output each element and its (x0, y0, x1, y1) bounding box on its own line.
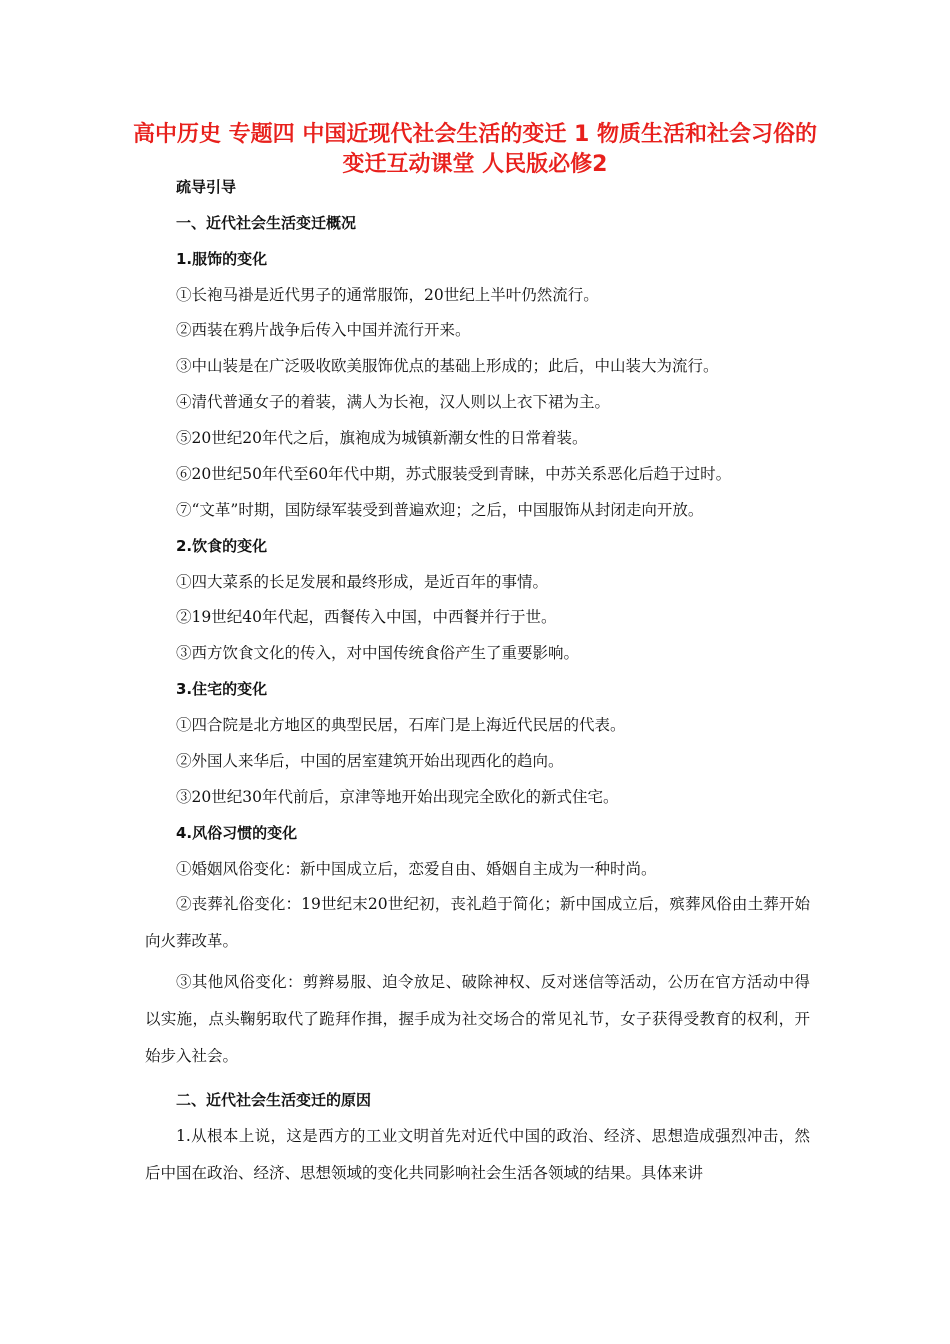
clothing-item: ④清代普通女子的着装，满人为长袍，汉人则以上衣下裙为主。 (176, 393, 611, 411)
customs-heading: 4.风俗习惯的变化 (176, 824, 298, 842)
clothing-item: ⑥20世纪50年代至60年代中期，苏式服装受到青睐，中苏关系恶化后趋于过时。 (176, 465, 732, 483)
housing-item: ③20世纪30年代前后，京津等地开始出现完全欧化的新式住宅。 (176, 788, 619, 806)
guide-heading: 疏导引导 (176, 178, 237, 196)
section1-heading: 一、近代社会生活变迁概况 (176, 214, 357, 232)
document-title: 高中历史 专题四 中国近现代社会生活的变迁 1 物质生活和社会习俗的变迁互动课堂 人民版必修2 (133, 122, 817, 177)
section2-heading: 二、近代社会生活变迁的原因 (176, 1091, 372, 1109)
housing-heading: 3.住宅的变化 (176, 680, 268, 698)
section2-paragraph: 1.从根本上说，这是西方的工业文明首先对近代中国的政治、经济、思想造成强烈冲击，然后中国在政治、经济、思想领域的变化共同影响社会生活各领域的结果。具体来讲 (145, 1127, 810, 1182)
clothing-item: ⑦“文革”时期，国防绿军装受到普遍欢迎；之后，中国服饰从封闭走向开放。 (176, 501, 704, 519)
food-item: ②19世纪40年代起，西餐传入中国，中西餐并行于世。 (176, 608, 557, 626)
clothing-item: ③中山装是在广泛吸收欧美服饰优点的基础上形成的；此后，中山装大为流行。 (176, 357, 719, 375)
customs-item: ②丧葬礼俗变化：19世纪末20世纪初，丧礼趋于简化；新中国成立后，殡葬风俗由土葬开始向火葬改革。 (145, 895, 810, 950)
customs-item: ③其他风俗变化：剪辫易服、迫令放足、破除神权、反对迷信等活动，公历在官方活动中得以实施，点头鞠躬取代了跪拜作揖，握手成为社交场合的常见礼节，女子获得受教育的权利，开始步入社会。 (145, 973, 810, 1065)
clothing-item: ①长袍马褂是近代男子的通常服饰，20世纪上半叶仍然流行。 (176, 286, 599, 304)
food-heading: 2.饮食的变化 (176, 537, 268, 555)
housing-item: ②外国人来华后，中国的居室建筑开始出现西化的趋向。 (176, 752, 564, 770)
food-item: ③西方饮食文化的传入，对中国传统食俗产生了重要影响。 (176, 644, 580, 662)
clothing-item: ⑤20世纪20年代之后，旗袍成为城镇新潮女性的日常着装。 (176, 429, 588, 447)
clothing-heading: 1.服饰的变化 (176, 250, 268, 268)
housing-item: ①四合院是北方地区的典型民居，石库门是上海近代民居的代表。 (176, 716, 626, 734)
customs-item: ①婚姻风俗变化：新中国成立后，恋爱自由、婚姻自主成为一种时尚。 (176, 860, 657, 878)
clothing-item: ②西装在鸦片战争后传入中国并流行开来。 (176, 321, 471, 339)
food-item: ①四大菜系的长足发展和最终形成，是近百年的事情。 (176, 573, 549, 591)
